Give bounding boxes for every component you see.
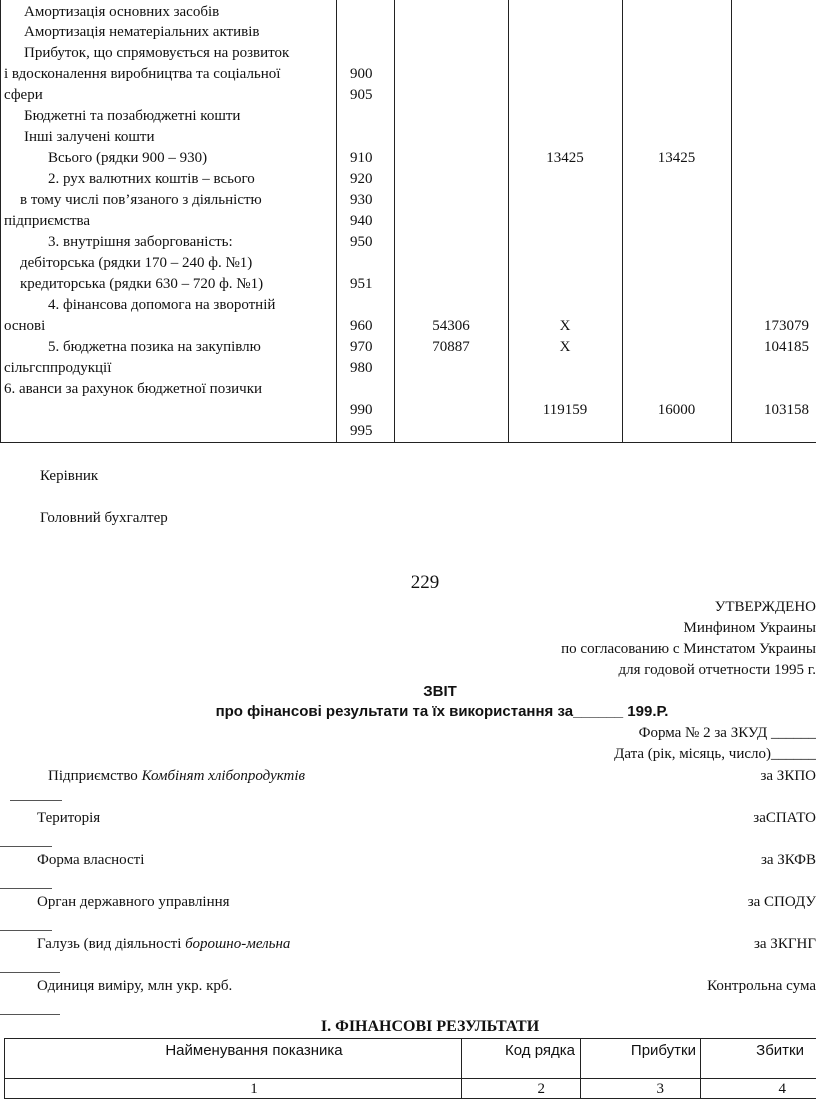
table-row-label: кредиторська (рядки 630 – 720 ф. №1) [20, 276, 264, 292]
field-code: за СПОДУ [747, 894, 816, 910]
table-divider-2 [394, 0, 395, 443]
table-cell: Х [559, 318, 571, 334]
field-code: за ЗКГНГ [753, 936, 816, 952]
table-cell: 119159 [542, 402, 588, 418]
table-row-code: 930 [350, 192, 373, 208]
signature-head: Керівник [40, 468, 99, 484]
table-divider-5 [731, 0, 732, 443]
table-row-code: 951 [350, 276, 373, 292]
field-underline [0, 972, 60, 973]
approval-line: для годовой отчетности 1995 г. [618, 662, 816, 678]
table-divider-3 [508, 0, 509, 443]
form-line: Форма № 2 за ЗКУД ______ [638, 725, 816, 741]
approval-line: по согласованию с Минстатом Украины [561, 641, 816, 657]
field-underline [0, 888, 52, 889]
table-row-label: в тому числі пов’язаного з діяльністю [20, 192, 262, 208]
field-underline [0, 846, 52, 847]
column-header: Найменування показника [165, 1042, 343, 1059]
table-row-label: сільгсппродукції [4, 360, 112, 376]
field-value: борошно-мельна [185, 936, 291, 952]
table-row-label: Інші залучені кошти [24, 129, 155, 145]
table-divider-1 [336, 0, 337, 443]
table-border-top [4, 1038, 816, 1039]
table-row-label: Прибуток, що спрямовується на розвиток [24, 45, 290, 61]
field-label: Орган державного управління [37, 894, 230, 910]
table-row-label: дебіторська (рядки 170 – 240 ф. №1) [20, 255, 253, 271]
table-row-label: 6. аванси за рахунок бюджетної позички [4, 381, 263, 397]
table-row-label: 3. внутрішня заборгованість: [48, 234, 233, 250]
field-label [37, 934, 290, 954]
table-row-label: сфери [4, 87, 43, 103]
table-row-code: 900 [350, 66, 373, 82]
table-row-code: 940 [350, 213, 373, 229]
page-number: 229 [410, 572, 440, 593]
field-code: заСПАТО [753, 810, 816, 826]
field-underline [0, 930, 52, 931]
table-row-label: і вдосконалення виробництва та соціальної [4, 66, 281, 82]
table-row-label: основі [4, 318, 46, 334]
column-number: 4 [778, 1081, 786, 1097]
table-divider-4 [622, 0, 623, 443]
table-cell: 13425 [657, 150, 696, 166]
signature-accountant: Головний бухгалтер [40, 510, 168, 526]
table-row-code: 905 [350, 87, 373, 103]
report-title: ЗВІТ [423, 683, 457, 700]
report-subtitle: про фінансові результати та їх використання за______ 199.Р. [215, 703, 669, 720]
table-row-label: Бюджетні та позабюджетні кошти [24, 108, 241, 124]
approval-line: Минфином Украины [683, 620, 816, 636]
section-title: І. ФІНАНСОВІ РЕЗУЛЬТАТИ [320, 1018, 540, 1035]
table-row-label: 5. бюджетна позика на закупівлю [48, 339, 261, 355]
table-row-code: 920 [350, 171, 373, 187]
field-value: Комбінят хлібопродуктів [141, 768, 306, 784]
field-label-text: Галузь (вид діяльності [37, 936, 186, 952]
field-label: Територія [37, 810, 101, 826]
column-header: Збитки [756, 1042, 804, 1059]
approval-line: УТВЕРЖДЕНО [714, 599, 816, 615]
table-row-code: 980 [350, 360, 373, 376]
table-row-label: Амортизація основних засобів [24, 4, 220, 20]
table-row-code: 910 [350, 150, 373, 166]
table-row-label: 4. фінансова допомога на зворотній [48, 297, 276, 313]
field-label: Одиниця виміру, млн укр. крб. [37, 978, 233, 994]
field-label: Форма власності [37, 852, 145, 868]
column-header: Прибутки [630, 1042, 696, 1059]
field-underline [10, 800, 62, 801]
field-code: за ЗКПО [760, 768, 816, 784]
table-row-label: Амортизація нематеріальних активів [24, 24, 260, 40]
table-row-label: 2. рух валютних коштів – всього [48, 171, 255, 187]
field-code: за ЗКФВ [760, 852, 816, 868]
table-cell: 104185 [764, 339, 809, 355]
table-cell: 103158 [764, 402, 809, 418]
table-row-label: підприємства [4, 213, 91, 229]
column-header: Код рядка [505, 1042, 575, 1059]
field-code: Контрольна сума [707, 978, 816, 994]
table-row-code: 990 [350, 402, 373, 418]
column-number: 1 [250, 1081, 258, 1097]
table-row-code: 970 [350, 339, 373, 355]
table-border-bottom [0, 442, 816, 443]
date-line: Дата (рік, місяць, число)______ [614, 746, 816, 762]
table-border-left [0, 0, 1, 443]
table-cell: 16000 [657, 402, 696, 418]
table-cell: Х [559, 339, 571, 355]
column-number: 3 [656, 1081, 664, 1097]
field-label [48, 766, 305, 786]
table-cell: 54306 [432, 318, 470, 334]
table-row-code: 995 [350, 423, 373, 439]
table-row-code: 960 [350, 318, 373, 334]
table-row-label: Всього (рядки 900 – 930) [48, 150, 208, 166]
table-cell: 173079 [764, 318, 809, 334]
field-label-text: Підприємство [48, 768, 142, 784]
table-row-code: 950 [350, 234, 373, 250]
field-underline [0, 1014, 60, 1015]
column-number: 2 [537, 1081, 545, 1097]
table-cell: 70887 [432, 339, 470, 355]
table-cell: 13425 [546, 150, 584, 166]
